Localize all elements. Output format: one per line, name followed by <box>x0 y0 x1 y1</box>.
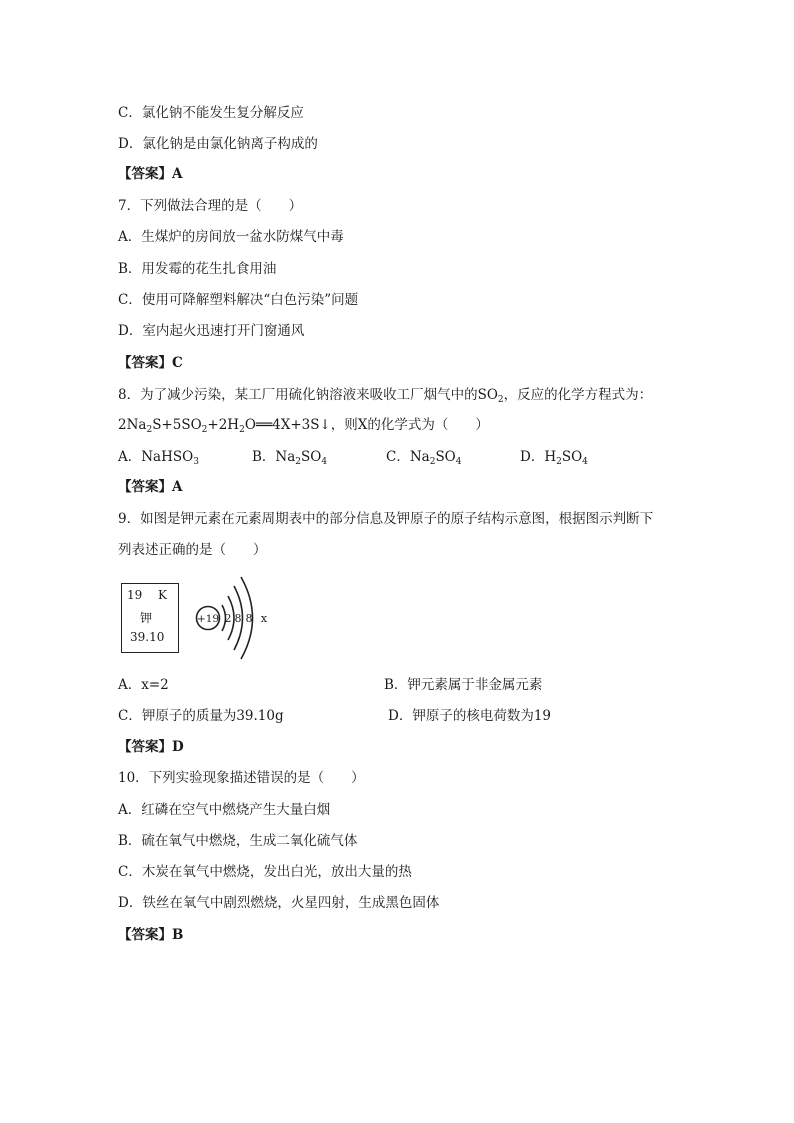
q10-option-b: B．硫在氧气中燃烧，生成二氧化硫气体 <box>118 833 358 849</box>
q9-stem-line1: 9．如图是钾元素在元素周期表中的部分信息及钾原子的原子结构示意图，根据图示判断下 <box>118 511 654 527</box>
q10-option-a: A．红磷在空气中燃烧产生大量白烟 <box>118 802 331 818</box>
q6-option-d: D．氯化钠是由氯化钠离子构成的 <box>118 136 318 152</box>
q10-option-c: C．木炭在氧气中燃烧，发出白光，放出大量的热 <box>118 864 412 880</box>
answer-label: 【答案】 <box>118 479 172 495</box>
q7-option-d: D．室内起火迅速打开门窗通风 <box>118 323 305 339</box>
answer-label: 【答案】 <box>118 355 172 371</box>
q8-option-a: A．NaHSO$_3$ <box>118 449 199 467</box>
answer-label: 【答案】 <box>118 166 172 182</box>
q10-answer <box>118 926 183 944</box>
answer-value: D <box>172 739 184 755</box>
q8-option-d: D．$H_2SO_4$ <box>520 449 588 467</box>
q9-option-d: D．钾原子的核电荷数为19 <box>388 708 552 724</box>
shell-3-count: 8 <box>245 612 253 625</box>
element-name: 钾 <box>140 611 153 625</box>
q7-option-b: B．用发霉的花生扎食用油 <box>118 261 277 277</box>
q7-option-c: C．使用可降解塑料解决“白色污染”问题 <box>118 292 359 308</box>
shell-2-count: 8 <box>234 612 242 625</box>
q8-stem: 8．为了减少污染，某工厂用硫化钠溶液来吸收工厂烟气中的$SO_2$，反应的化学方程式为： <box>118 387 653 405</box>
shell-4-count: x <box>260 612 268 625</box>
q8-option-c: C．$Na_2SO_4$ <box>386 449 462 467</box>
q9-option-a: A．x=2 <box>118 677 169 693</box>
q6-answer <box>118 165 182 183</box>
q9-option-b: B．钾元素属于非金属元素 <box>384 677 543 693</box>
answer-value: C <box>172 355 183 371</box>
q10-stem: 10．下列实验现象描述错误的是（ ） <box>118 770 365 786</box>
nucleus-charge: +19 <box>196 613 220 625</box>
answer-label: 【答案】 <box>118 927 172 943</box>
q9-option-c: C．钾原子的质量为39.10g <box>118 708 284 724</box>
q8-answer <box>118 478 182 496</box>
q8-equation: $2Na_2S+5SO_2+2H_2O══4X+3S↓$，则X的化学式为（ ） <box>118 417 489 435</box>
potassium-figure <box>118 573 278 663</box>
q9-answer <box>118 738 184 756</box>
q6-option-c: C．氯化钠不能发生复分解反应 <box>118 105 304 121</box>
q7-option-a: A．生煤炉的房间放一盆水防煤气中毒 <box>118 229 344 245</box>
element-symbol: K <box>158 588 167 602</box>
answer-label: 【答案】 <box>118 739 172 755</box>
q8-option-b: B．$Na_2SO_4$ <box>252 449 328 467</box>
atomic-number: 19 <box>127 588 143 602</box>
q7-answer <box>118 354 183 372</box>
shell-1-count: 2 <box>224 612 232 625</box>
atomic-mass: 39.10 <box>130 630 165 644</box>
answer-value: A <box>172 166 183 182</box>
q9-stem-line2: 列表述正确的是（ ） <box>118 542 267 558</box>
q10-option-d: D．铁丝在氧气中剧烈燃烧，火星四射，生成黑色固体 <box>118 895 440 911</box>
q7-stem: 7．下列做法合理的是（ ） <box>118 198 303 214</box>
answer-value: B <box>172 927 184 943</box>
atomic-structure-diagram <box>118 573 278 663</box>
answer-value: A <box>172 479 183 495</box>
